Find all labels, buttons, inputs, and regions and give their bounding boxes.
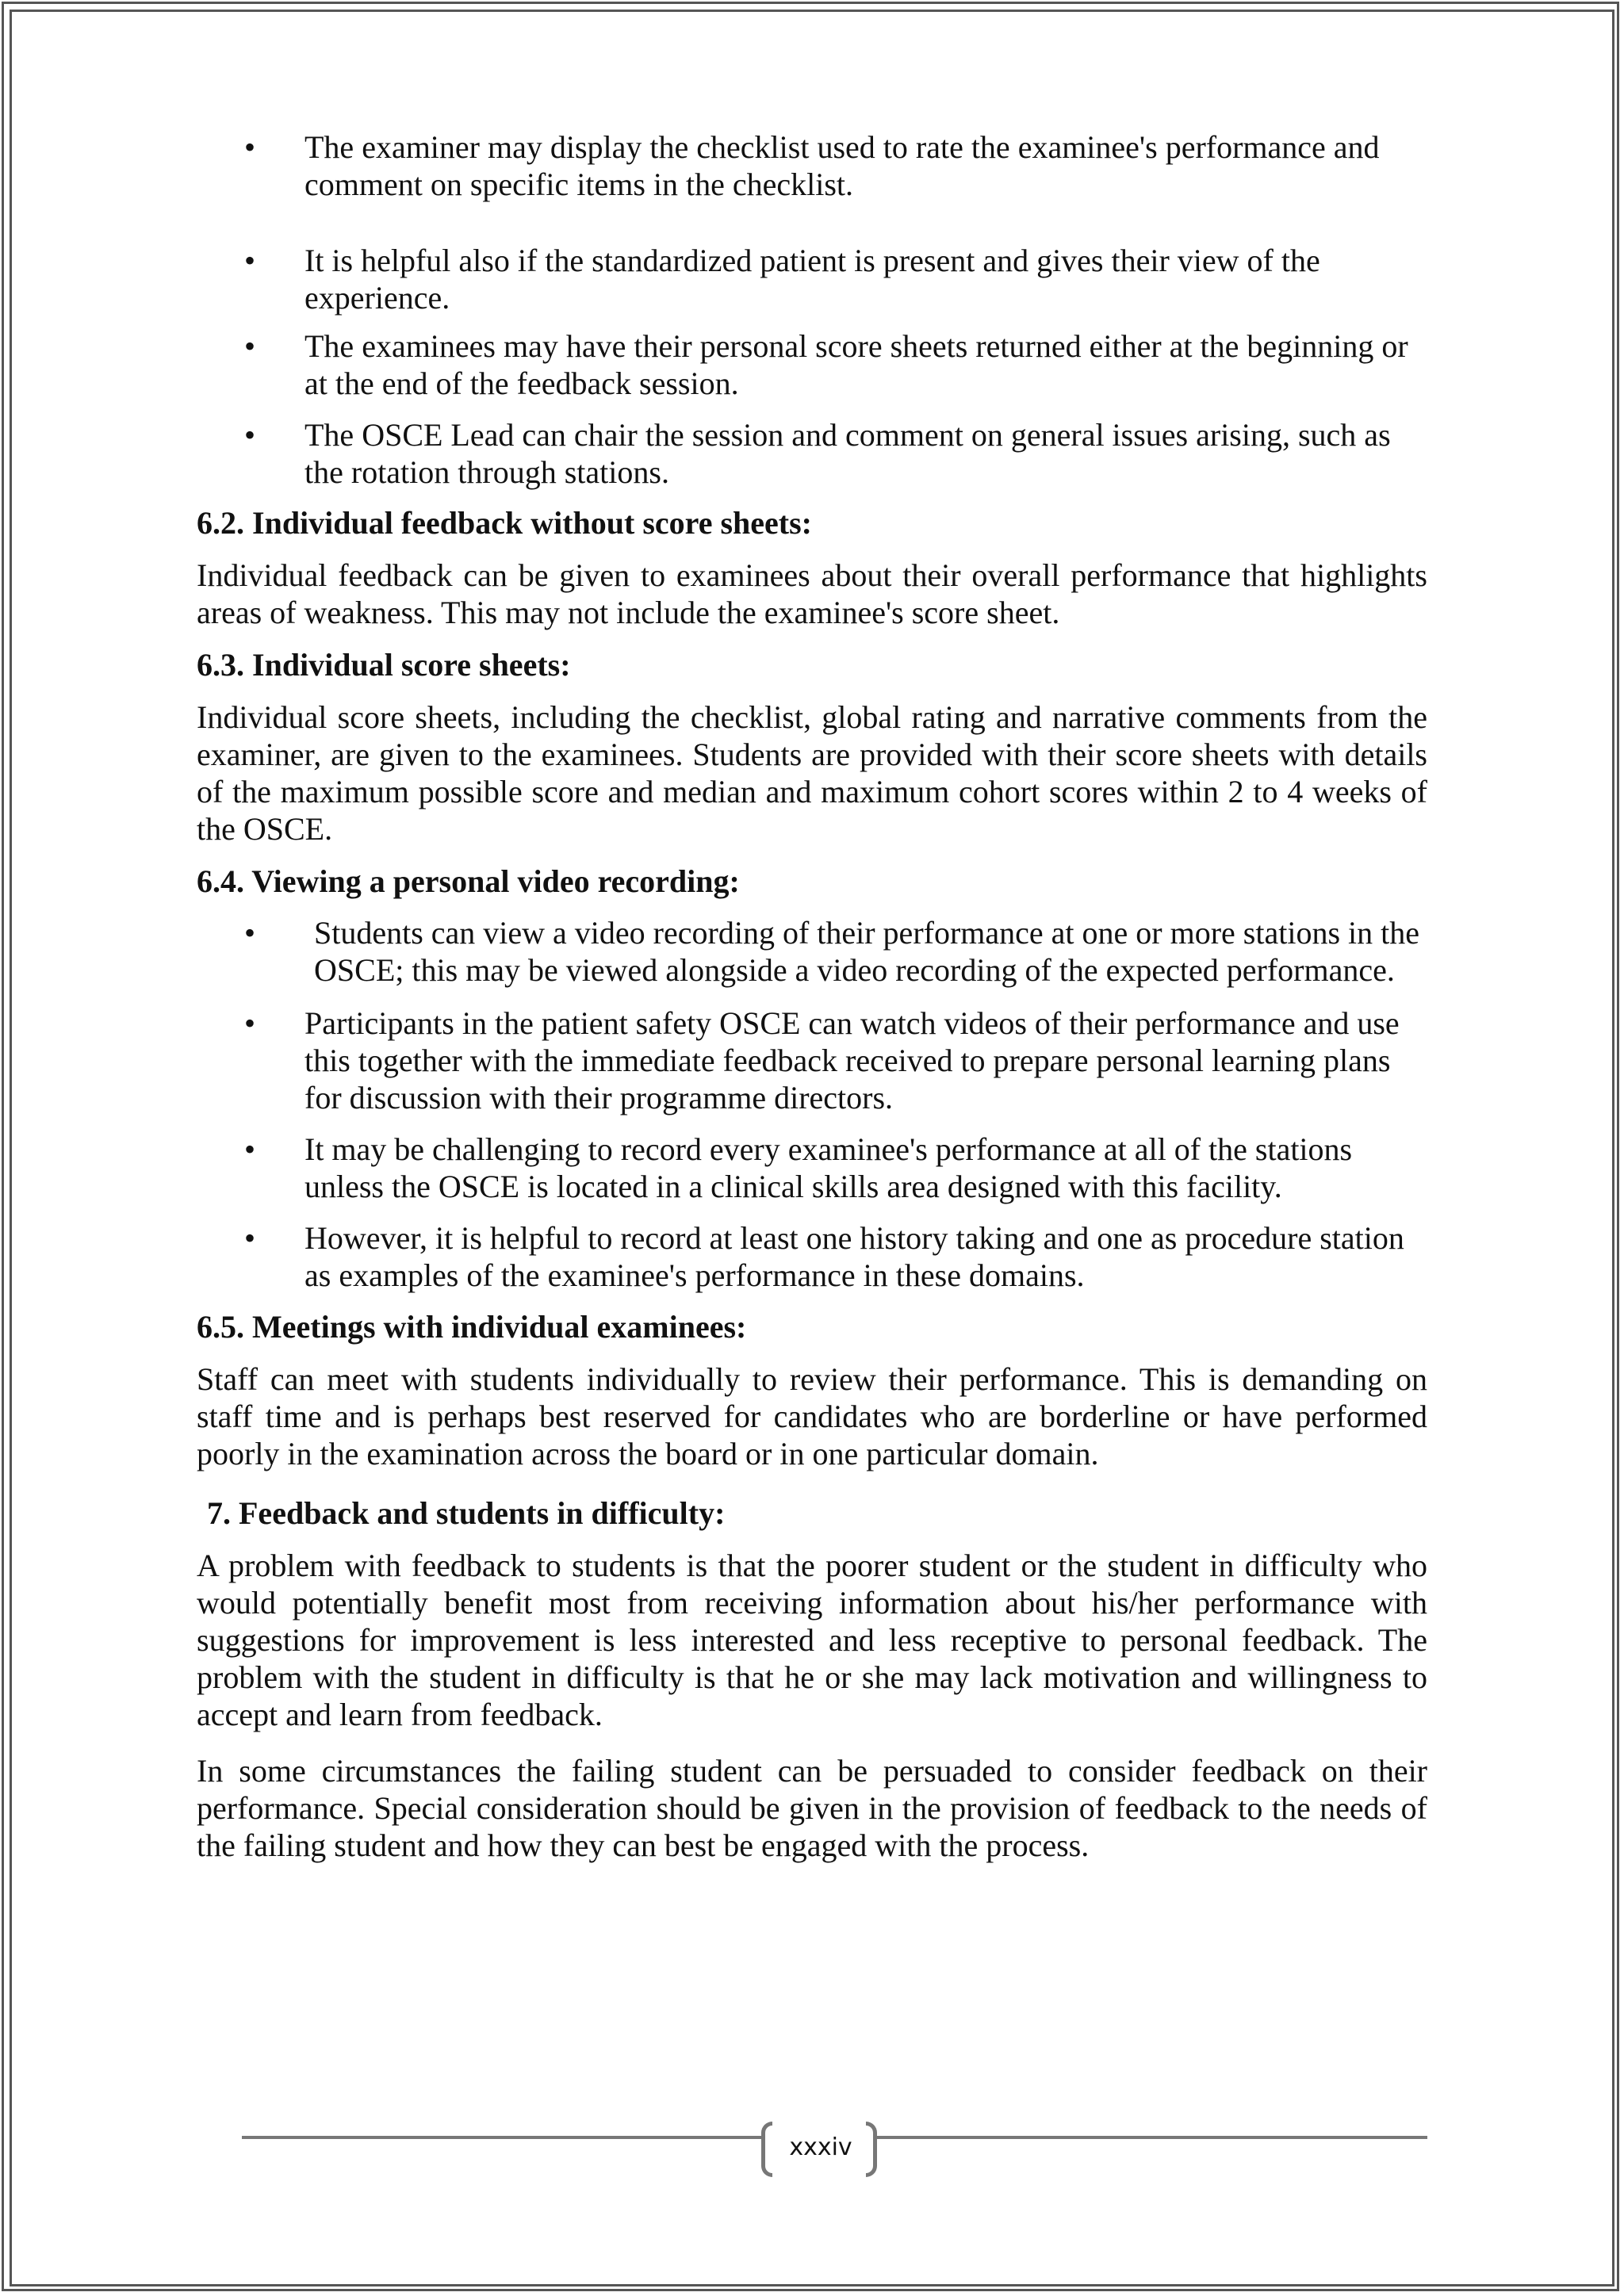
section-paragraph-6-5: Staff can meet with students individually to review their performance. This is demanding on staff time and is perhaps best reserved for candidates who are borderline or have performed poorly in the examination across the board or in one particular domain. bbox=[197, 1361, 1427, 1471]
section-heading-6-3: 6.3. Individual score sheets: bbox=[197, 647, 571, 683]
list-item: • It may be challenging to record every examinee's performance at all of the stations unless the OSCE is located in a clinical skills area designed with this facility. bbox=[197, 1131, 1427, 1205]
section-heading-7: 7. Feedback and students in difficulty: bbox=[207, 1495, 726, 1531]
page-number: xxxiv bbox=[789, 2133, 852, 2161]
list-item: • Participants in the patient safety OSCE can watch videos of their performance and use this together with the immediate feedback received to prepare personal learning plans for discussion with their programme directors. bbox=[197, 1004, 1427, 1116]
list-item: • The OSCE Lead can chair the session and comment on general issues arising, such as the rotation through stations. bbox=[197, 416, 1427, 491]
section-heading-6-5: 6.5. Meetings with individual examinees: bbox=[197, 1309, 747, 1345]
list-item: • However, it is helpful to record at least one history taking and one as procedure station as examples of the examinee's performance in these domains. bbox=[197, 1219, 1427, 1294]
page-number-bracket-left bbox=[761, 2122, 772, 2177]
feedback-session-bullet-list bbox=[197, 128, 1427, 491]
list-item: • The examiner may display the checklist used to rate the examinee's performance and comment on specific items in the checklist. bbox=[197, 128, 1427, 203]
list-item: • It is helpful also if the standardized patient is present and gives their view of the experience. bbox=[197, 242, 1427, 316]
section-heading-6-4: 6.4. Viewing a personal video recording: bbox=[197, 863, 740, 899]
page-content bbox=[197, 128, 1427, 1864]
section-paragraph-7-1: A problem with feedback to students is that the poorer student or the student in difficulty who would potentially benefit most from receiving information about his/her performance with suggestions for improvement is less interested and less receptive to personal feedback. The problem with the student in difficulty is that he or she may lack motivation and willingness to accept and learn from feedback. bbox=[197, 1548, 1427, 1732]
section-paragraph-7-2: In some circumstances the failing student can be persuaded to consider feedback on their performance. Special consideration should be given in the provision of feedback to the needs of the failing student and how they can best be engaged with the process. bbox=[197, 1753, 1427, 1863]
section-paragraph-6-2: Individual feedback can be given to examinees about their overall performance that highlights areas of weakness. This may not include the examinee's score sheet. bbox=[197, 557, 1427, 630]
footer-rule-left bbox=[242, 2136, 761, 2139]
page-number-bracket-right bbox=[866, 2122, 877, 2177]
list-item: • The examinees may have their personal score sheets returned either at the beginning or at the end of the feedback session. bbox=[197, 327, 1427, 402]
video-recording-bullet-list bbox=[197, 914, 1427, 1294]
list-item: • Students can view a video recording of their performance at one or more stations in the OSCE; this may be viewed alongside a video recording of the expected performance. bbox=[197, 914, 1427, 989]
section-heading-6-2: 6.2. Individual feedback without score sheets: bbox=[197, 505, 812, 541]
footer-rule-right bbox=[875, 2136, 1427, 2139]
section-paragraph-6-3: Individual score sheets, including the checklist, global rating and narrative comments from the examiner, are given to the examinees. Students are provided with their score sheets with details of the maximum possible score and median and maximum cohort scores within 2 to 4 weeks of the OSCE. bbox=[197, 699, 1427, 847]
